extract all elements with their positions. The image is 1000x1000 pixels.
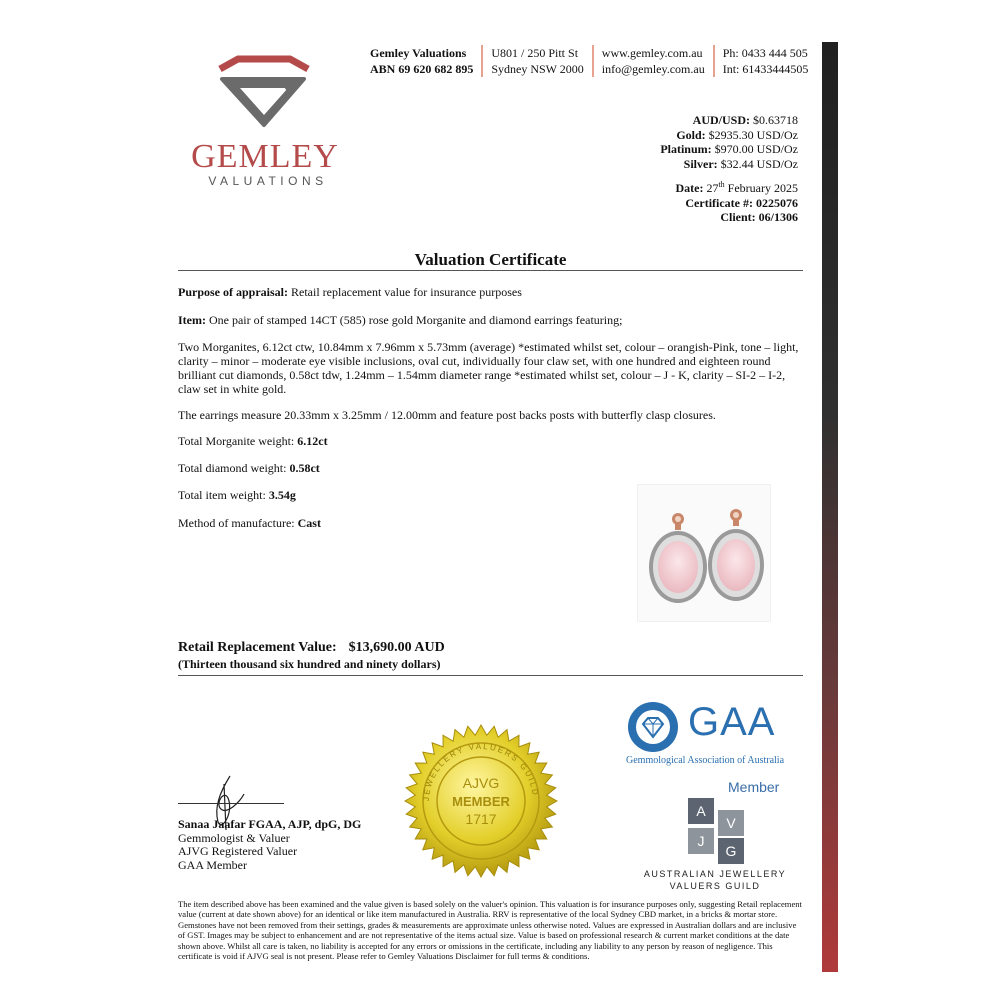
ajvg-letter-g: G xyxy=(718,838,744,864)
phone-number: Ph: 0433 444 505 xyxy=(722,46,808,60)
retail-value-section xyxy=(178,640,803,676)
rrv-line xyxy=(178,640,803,656)
contact-web xyxy=(594,45,715,77)
item-line: Item: One pair of stamped 14CT (585) rose gold Morganite and diamond earrings featuring; xyxy=(178,313,623,327)
cert-client: Client: 06/1306 xyxy=(720,210,798,224)
page-title: Valuation Certificate xyxy=(414,250,567,269)
contact-header xyxy=(370,45,816,77)
ajvg-line-2: VALUERS GUILD xyxy=(669,881,761,891)
gaa-emblem-icon xyxy=(626,700,684,754)
signer-role-1: Gemmologist & Valuer xyxy=(178,830,290,845)
manufacture-method: Method of manufacture: Cast xyxy=(178,516,321,530)
brand-name: GEMLEY xyxy=(191,138,339,175)
contact-phone xyxy=(715,45,817,77)
rrv-words: (Thirteen thousand six hundred and ninety dollars) xyxy=(178,657,441,671)
signature-line xyxy=(178,803,284,804)
earrings-photo xyxy=(637,484,771,622)
ajvg-letter-a: A xyxy=(688,798,714,824)
ajvg-logo xyxy=(688,798,748,858)
seal-line-1: AJVG xyxy=(462,775,500,791)
brand-subtitle: VALUATIONS xyxy=(208,174,328,188)
side-color-bar xyxy=(822,42,838,972)
rate-silver: Silver: $32.44 USD/Oz xyxy=(683,156,798,171)
ajvg-line-1: AUSTRALIAN JEWELLERY xyxy=(643,869,787,879)
address-line-1: U801 / 250 Pitt St xyxy=(491,46,579,60)
signer-role-3: GAA Member xyxy=(178,857,247,872)
ajvg-gold-seal xyxy=(404,724,558,878)
signer-name: Sanaa Jaafar FGAA, AJP, dpG, DG xyxy=(178,817,362,831)
earrings-image xyxy=(638,485,772,623)
purpose-line: Purpose of appraisal: Retail replacement value for insurance purposes xyxy=(178,285,522,299)
seal-line-2: MEMBER xyxy=(452,794,510,809)
contact-company xyxy=(370,45,483,77)
certificate-meta xyxy=(675,181,798,225)
cert-number: Certificate #: 0225076 xyxy=(685,195,798,210)
diamond-weight: Total diamond weight: 0.58ct xyxy=(178,461,320,475)
rrv-label: Retail Replacement Value: xyxy=(178,640,337,655)
disclaimer-text: The item described above has been examined and the value given is based solely on the valuer's opinion. This valuation is for insurance purposes only, suggesting Retail replacement value (current at date shown above) for an identical or like item manufactured in Australia. RRV is representative of the local Sydney CBD market, in a bricks & mortar store. Gemstones have not been removed from their settings, grades & measurements are approximate unless otherwise noted. Values are expressed in Australian dollars and are inclusive of GST. Images may be subject to enhancement and are not representative of the items actual size. Value is based on professional research & current market conditions at the date shown above. Whilst all care is taken, no liability is accepted for any errors or omissions in the certificate, including any liability to any person by reason of negligence. This certificate is void if AJVG seal is not present. Please refer to Gemley Valuations Disclaimer for full terms & conditions. xyxy=(178,899,802,962)
company-name: Gemley Valuations xyxy=(370,46,467,60)
title-section xyxy=(178,250,803,271)
address-line-2: Sydney NSW 2000 xyxy=(491,62,584,76)
rrv-amount: $13,690.00 AUD xyxy=(348,640,445,655)
ajvg-caption xyxy=(640,868,790,892)
rate-gold: Gold: $2935.30 USD/Oz xyxy=(676,127,798,142)
signer-block xyxy=(178,818,361,872)
seal-ring-text: JEWELLERY VALUERS GUILD xyxy=(421,741,540,802)
rate-audusd: AUD/USD: $0.63718 xyxy=(692,113,798,127)
signer-role-2: AJVG Registered Valuer xyxy=(178,844,298,858)
website-link[interactable]: www.gemley.com.au xyxy=(601,46,703,60)
ajvg-letter-v: V xyxy=(718,810,744,836)
metal-rates xyxy=(660,113,798,171)
gaa-name: GAA xyxy=(688,700,776,744)
email-link[interactable]: info@gemley.com.au xyxy=(601,62,705,76)
morganite-weight: Total Morganite weight: 6.12ct xyxy=(178,434,328,448)
item-description: Two Morganites, 6.12ct ctw, 10.84mm x 7.96mm x 5.73mm (average) *estimated whilst set, colour – orangish-Pink, tone – light, clarity – minor – moderate eye visible inclusions, oval cut, individually four claw set, with one hundred and eighteen round brilliant cut diamonds, 0.58ct tdw, 1.24mm – 1.54mm diameter range *estimated whilst set, colour – J - K, clarity – SI-2 – I-2, claw set in white gold. xyxy=(178,340,799,396)
intl-number: Int: 61433444505 xyxy=(722,62,809,76)
ajvg-letter-j: J xyxy=(688,828,714,854)
diamond-outline-icon xyxy=(216,55,312,129)
seal-line-3: 1717 xyxy=(465,811,497,827)
gaa-full-name: Gemmological Association of Australia xyxy=(626,755,785,766)
rate-platinum: Platinum: $970.00 USD/Oz xyxy=(660,142,798,156)
contact-address xyxy=(483,45,593,77)
item-weight: Total item weight: 3.54g xyxy=(178,488,296,502)
company-abn: ABN 69 620 682 895 xyxy=(370,62,474,76)
cert-date: Date: 27th February 2025 xyxy=(675,180,798,195)
item-measurements: The earrings measure 20.33mm x 3.25mm / 12.00mm and feature post backs posts with butterfly clasp closures. xyxy=(178,408,716,422)
gaa-member-label: Member xyxy=(728,779,780,795)
